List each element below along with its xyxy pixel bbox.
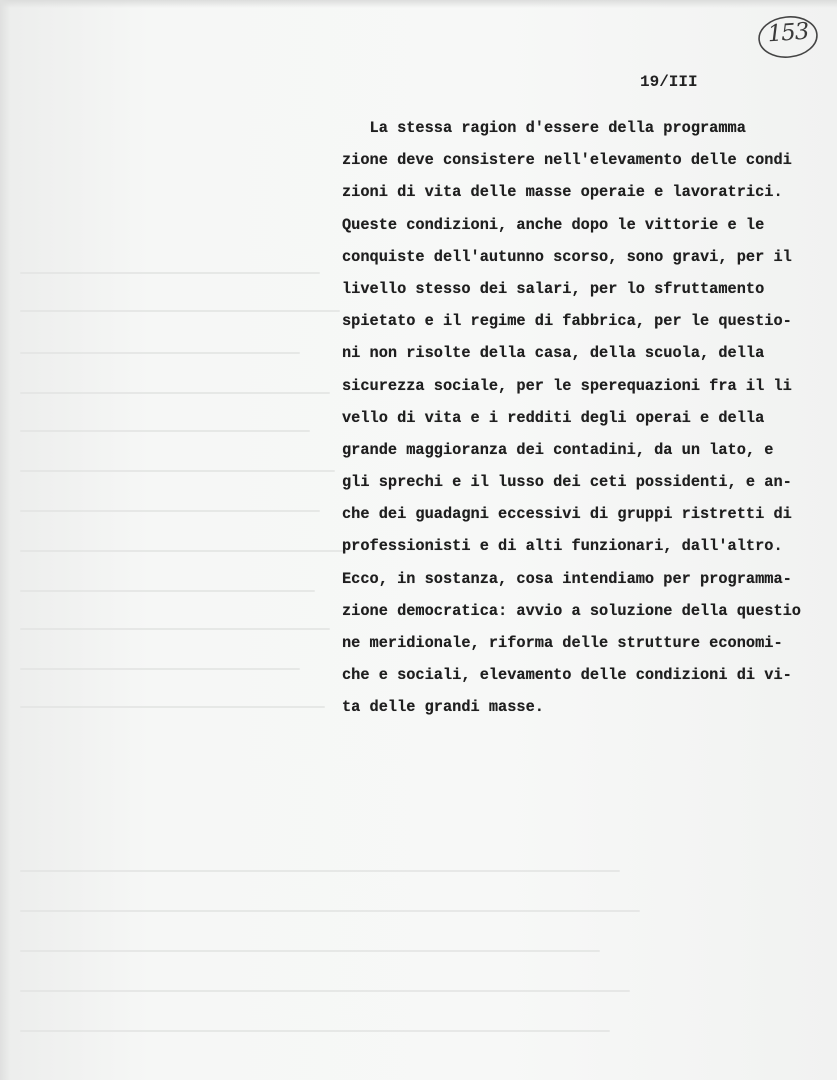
text-line: spietato e il regime di fabbrica, per le questio- [342, 312, 792, 331]
bleed-through-line [20, 1030, 610, 1032]
bleed-through-line [20, 550, 345, 552]
text-line: gli sprechi e il lusso dei ceti possidenti, e an- [342, 473, 792, 492]
bleed-through-line [20, 910, 640, 912]
text-line: sicurezza sociale, per le sperequazioni fra il li [342, 376, 792, 395]
text-line: zioni di vita delle masse operaie e lavoratrici. [342, 183, 783, 202]
bleed-through-line [20, 470, 335, 472]
text-line: conquiste dell'autunno scorso, sono gravi, per il [342, 247, 792, 266]
bleed-through-line [20, 706, 325, 708]
text-line: zione deve consistere nell'elevamento delle condi [342, 151, 792, 170]
bleed-through-line [20, 352, 300, 354]
bleed-through-line [20, 392, 330, 394]
text-line: ni non risolte della casa, della scuola, della [342, 344, 765, 363]
text-line: Queste condizioni, anche dopo le vittorie e le [342, 215, 765, 234]
bleed-through-line [20, 510, 320, 512]
bleed-through-line [20, 990, 630, 992]
bleed-through-line [20, 272, 320, 274]
text-line: grande maggioranza dei contadini, da un lato, e [342, 440, 774, 459]
text-line: zione democratica: avvio a soluzione della questio [342, 601, 801, 620]
page-reference: 19/III [640, 73, 698, 91]
folio-number: 153 [766, 18, 810, 48]
typewritten-paragraph [342, 112, 837, 724]
page-left-edge [0, 0, 10, 1080]
text-line: ne meridionale, riforma delle strutture economi- [342, 634, 783, 652]
text-line: vello di vita e i redditi degli operai e della [342, 408, 765, 427]
bleed-through-line [20, 950, 600, 952]
text-line: ta delle grandi masse. [342, 698, 544, 717]
bleed-through-line [20, 310, 340, 312]
text-line: La stessa ragion d'essere della programma [342, 119, 746, 137]
page-top-edge [0, 0, 837, 8]
text-line: professionisti e di alti funzionari, dall'altro. [342, 537, 783, 556]
text-line: che e sociali, elevamento delle condizioni di vi- [342, 666, 792, 685]
bleed-through-line [20, 628, 330, 630]
text-line: che dei guadagni eccessivi di gruppi ristretti di [342, 505, 792, 524]
text-line: Ecco, in sostanza, cosa intendiamo per programma- [342, 569, 792, 588]
bleed-through-line [20, 430, 310, 432]
bleed-through-line [20, 668, 300, 670]
bleed-through-line [20, 590, 315, 592]
text-line: livello stesso dei salari, per lo sfruttamento [342, 279, 765, 298]
bleed-through-line [20, 870, 620, 872]
